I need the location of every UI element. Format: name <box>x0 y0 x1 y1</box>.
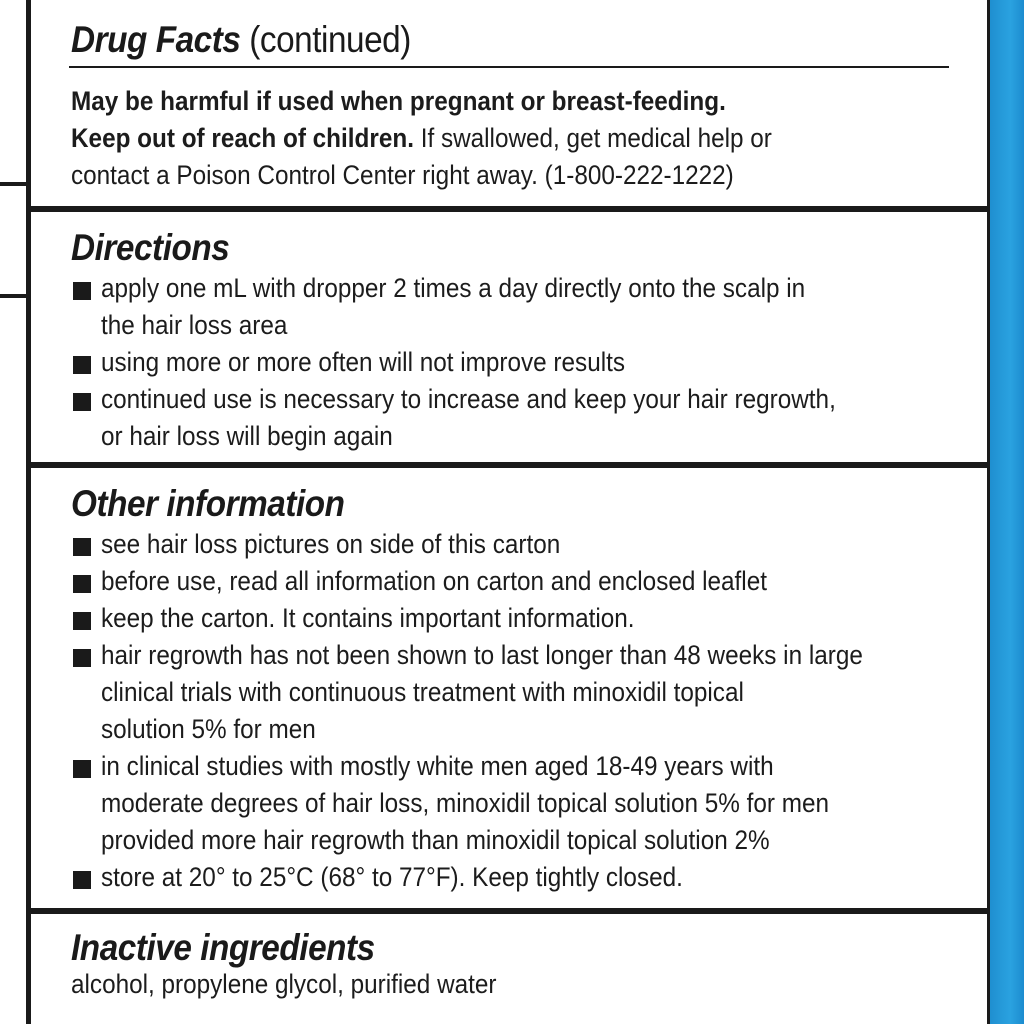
bullet-line: solution 5% for men <box>101 714 316 744</box>
square-bullet-icon <box>73 393 91 411</box>
poison-control-text: contact a Poison Control Center right away. (1-800-222-1222) <box>71 160 734 190</box>
bullet-line: moderate degrees of hair loss, minoxidil topical solution 5% for men <box>101 788 830 818</box>
children-warning <box>71 120 877 157</box>
title-underline <box>69 66 949 68</box>
bullet-line: or hair loss will begin again <box>101 421 393 451</box>
inactive-ingredients-heading: Inactive ingredients <box>71 927 375 968</box>
directions-heading: Directions <box>71 227 230 268</box>
other-information-heading: Other information <box>71 483 345 524</box>
title-suffix-text: (continued) <box>249 19 411 60</box>
bullet-item <box>71 344 967 381</box>
carton-blue-edge <box>990 0 1024 1024</box>
drug-facts-title-suffix <box>240 19 410 60</box>
bullet-item <box>71 637 967 748</box>
bullet-line: clinical trials with continuous treatment with minoxidil topical <box>101 677 744 707</box>
bullet-line: using more or more often will not improve results <box>101 347 626 377</box>
inactive-ingredients-section <box>31 926 987 1003</box>
bullet-item <box>71 270 967 344</box>
square-bullet-icon <box>73 538 91 556</box>
square-bullet-icon <box>73 612 91 630</box>
children-warning-bold: Keep out of reach of children. <box>71 123 414 153</box>
drug-facts-title-text: Drug Facts <box>71 19 241 60</box>
drug-facts-panel <box>26 0 992 1024</box>
section-divider-3 <box>31 908 987 914</box>
bullet-line: before use, read all information on carton and enclosed leaflet <box>101 566 767 596</box>
children-warning-text: If swallowed, get medical help or <box>413 123 772 153</box>
bullet-line: keep the carton. It contains important information. <box>101 603 635 633</box>
inactive-ingredients-text: alcohol, propylene glycol, purified water <box>71 969 497 999</box>
other-information-list <box>71 526 967 896</box>
directions-section <box>31 226 987 455</box>
bullet-line: hair regrowth has not been shown to last longer than 48 weeks in large <box>101 640 863 670</box>
bullet-line: in clinical studies with mostly white men aged 18-49 years with <box>101 751 774 781</box>
square-bullet-icon <box>73 356 91 374</box>
square-bullet-icon <box>73 575 91 593</box>
drug-facts-continued-section <box>31 18 987 62</box>
square-bullet-icon <box>73 282 91 300</box>
bullet-line: store at 20° to 25°C (68° to 77°F). Keep tightly closed. <box>101 862 683 892</box>
directions-list <box>71 270 967 455</box>
bullet-line: see hair loss pictures on side of this carton <box>101 529 561 559</box>
bullet-line: the hair loss area <box>101 310 288 340</box>
section-divider-2 <box>31 462 987 468</box>
bullet-item <box>71 381 967 455</box>
square-bullet-icon <box>73 871 91 889</box>
bullet-item <box>71 526 967 563</box>
bullet-item <box>71 563 967 600</box>
warnings-block <box>31 83 987 194</box>
square-bullet-icon <box>73 760 91 778</box>
bullet-item <box>71 600 967 637</box>
section-divider-1 <box>31 206 987 212</box>
bullet-line: continued use is necessary to increase and keep your hair regrowth, <box>101 384 836 414</box>
bullet-line: apply one mL with dropper 2 times a day directly onto the scalp in <box>101 273 806 303</box>
drug-facts-title <box>71 18 877 62</box>
pregnancy-warning: May be harmful if used when pregnant or breast-feeding. <box>71 86 726 116</box>
other-information-section <box>31 482 987 896</box>
bullet-item <box>71 859 967 896</box>
square-bullet-icon <box>73 649 91 667</box>
bullet-item <box>71 748 967 859</box>
bullet-line: provided more hair regrowth than minoxidil topical solution 2% <box>101 825 770 855</box>
